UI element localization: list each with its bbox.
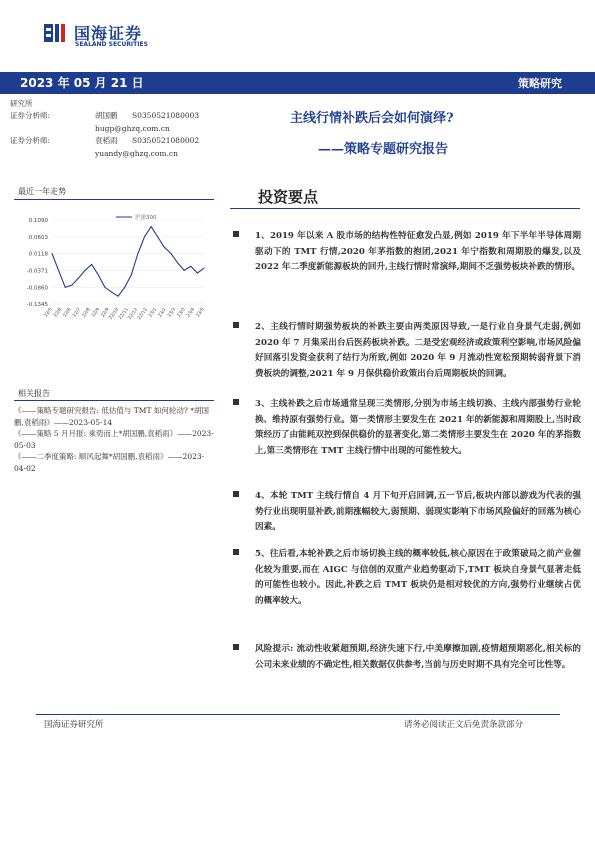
bullet-text: 5、往后看,本轮补跌之后市场切换主线的概率较低,核心原因在于政策破局之前产业催化较为重要,而在 AIGC 与信创的双重产业趋势驱动下,TMT 板块自身景气显著走低的可能性也较小。因此,补跌之后 TMT 板块仍是相对较优的方向,强势行业继续占优的概率较大。 xyxy=(255,549,581,606)
bullet-square-icon xyxy=(233,322,239,328)
footer-org: 国海证券研究所 xyxy=(44,720,104,730)
invest-bullet xyxy=(233,397,581,459)
related-item[interactable]: 《——策略 5 月月报: 乘势而上*胡国鹏,袁稻雨》——2023-05-03 xyxy=(14,429,214,450)
series-point xyxy=(58,270,59,271)
footer-rule xyxy=(36,714,560,715)
x-tick-label: 23/3 xyxy=(176,307,187,319)
bullet-square-icon xyxy=(233,231,239,237)
y-tick-label: 0.0118 xyxy=(28,251,48,258)
series-point xyxy=(171,253,172,254)
sealand-logo-icon xyxy=(44,22,66,44)
invest-rule xyxy=(230,208,580,209)
analyst-name: 胡国鹏 xyxy=(95,111,118,120)
analyst-license: S0350521080003 xyxy=(132,111,200,120)
bullet-text: 3、主线补跌之后市场通常呈现三类情形,分别为市场主线切换、主线内部强势行业轮换、维持原有强势行业。第一类情形主要发生在 2021 年的新能源和周期股上,当时政策经历了由能耗双控到保供稳价的显著变化,第二类情形主要发生在 2020 年的茅指数上,第三类情形在 TMT 主线行情中出现的可能性较大。 xyxy=(255,399,581,456)
series-point xyxy=(204,268,205,269)
y-tick-label: -0.0860 xyxy=(26,285,48,292)
analyst-license: S0350521080002 xyxy=(132,136,200,145)
series-point xyxy=(85,270,86,271)
x-tick-label: 22/10 xyxy=(108,307,121,321)
invest-bullet xyxy=(233,642,581,673)
related-item[interactable]: 《——策略专题研究报告: 低估值与 TMT 如何轮动? *胡国鹏,袁稻雨》——2023-05-14 xyxy=(14,406,210,427)
y-tick-label: -0.1345 xyxy=(26,302,48,308)
x-tick-label: 23/4 xyxy=(186,307,197,319)
bullet-text: 4、本轮 TMT 主线行情自 4 月下旬开启回调,五一节后,板块内部以游戏为代表的强势行业出现明显补跌,前期涨幅较大,弱预期、弱现实影响下市场风险偏好的回落为核心因素。 xyxy=(255,491,581,532)
y-tick-label: -0.0371 xyxy=(26,268,48,275)
report-title: 主线行情补跌后会如何演绎? xyxy=(290,111,454,126)
bullet-square-icon xyxy=(233,399,239,405)
bullet-square-icon xyxy=(233,491,239,497)
series-point xyxy=(190,266,191,267)
series-point xyxy=(124,287,125,288)
invest-bullet xyxy=(233,489,581,536)
x-tick-label: 22/6 xyxy=(62,307,73,319)
series-point xyxy=(52,253,53,254)
series-point xyxy=(177,262,178,263)
x-tick-label: 22/6 xyxy=(53,307,64,319)
x-tick-label: 23/5 xyxy=(195,307,206,319)
invest-bullet xyxy=(233,547,581,609)
series-point xyxy=(78,278,79,279)
x-tick-label: 23/1 xyxy=(148,307,159,319)
invest-bullet xyxy=(233,229,581,276)
series-point xyxy=(164,247,165,248)
bullet-text: 2、主线行情时期强势板块的补跌主要由两类原因导致,一是行业自身景气走弱,例如 2020 年 7 月集采出台后医药板块补跌。二是受宏观经济或政策利空影响,市场风险偏好回落引发资金获利了结行为所致,例如 2020 年 9 月流动性宽松预期转弱背景下消费板块的调整,2021 年 9 月保供稳价政策出台后周期板块的回调。 xyxy=(255,322,581,379)
invest-bullet xyxy=(233,320,581,382)
dept-label: 研究所 xyxy=(10,99,33,108)
analyst-email[interactable]: yuandy@ghzq.com.cn xyxy=(95,149,178,158)
y-tick-label: 0.1090 xyxy=(28,218,48,224)
y-tick-label: 0.0603 xyxy=(28,234,48,241)
trend-chart xyxy=(14,208,214,323)
series-point xyxy=(98,274,99,275)
series-point xyxy=(118,296,119,297)
analyst-email[interactable]: hugp@ghzq.com.cn xyxy=(95,124,170,133)
trend-rule xyxy=(14,199,214,200)
analyst-role: 证券分析师: xyxy=(10,136,51,145)
series-point xyxy=(91,264,92,265)
x-tick-label: 23/2 xyxy=(157,307,168,319)
logo-text-cn: 国海证券 xyxy=(74,24,143,43)
series-point xyxy=(144,236,145,237)
report-date: 2023 年 05 月 21 日 xyxy=(20,76,144,90)
bullet-square-icon xyxy=(233,549,239,555)
bullet-text: 1、2019 年以来 A 股市场的结构性特征愈发凸显,例如 2019 年下半年半导体周期驱动下的 TMT 行情,2020 年茅指数的抱团,2021 年宁指数和周期股的爆发,以及 2022 年二季度新能源板块的回升,主线行情时常演绎,期间不乏强势板块补跌的情形。 xyxy=(255,231,581,272)
series-point xyxy=(157,236,158,237)
series-point xyxy=(104,287,105,288)
legend-label: 沪深300 xyxy=(135,215,157,221)
series-point xyxy=(71,285,72,286)
related-item[interactable]: 《——二季度策略: 顺风起舞*胡国鹏,袁稻雨》——2023-04-02 xyxy=(14,452,205,473)
footer-disclaimer: 请务必阅读正文后免责条款部分 xyxy=(404,720,524,730)
logo-text-en: SEALAND SECURITIES xyxy=(75,41,148,48)
analyst-role: 证券分析师: xyxy=(10,111,51,120)
series-point xyxy=(111,292,112,293)
related-heading: 相关报告 xyxy=(18,389,50,398)
related-rule xyxy=(14,400,214,401)
series-point xyxy=(197,273,198,274)
x-tick-label: 22/9 xyxy=(100,307,111,319)
series-point xyxy=(151,226,152,227)
analyst-name: 袁稻雨 xyxy=(95,136,118,145)
x-tick-label: 22/11 xyxy=(118,307,130,321)
report-type: 策略研究 xyxy=(518,77,562,90)
series-point xyxy=(137,253,138,254)
series-point xyxy=(131,274,132,275)
bullet-square-icon xyxy=(233,644,239,650)
report-subtitle: ——策略专题研究报告 xyxy=(318,142,449,157)
related-list xyxy=(14,405,214,474)
x-tick-label: 22/12 xyxy=(137,307,149,321)
x-tick-label: 22/9 xyxy=(91,307,102,319)
series-point xyxy=(65,287,66,288)
x-tick-label: 23/3 xyxy=(167,307,178,319)
bullet-text: 风险提示: 流动性收紧超预期,经济失速下行,中美摩擦加剧,疫情超预期恶化,相关标的公司未来业绩的不确定性,相关数据仅供参考,当前与历史时期不具有完全可比性等。 xyxy=(255,644,581,670)
x-tick-label: 22/5 xyxy=(43,307,54,319)
trend-heading: 最近一年走势 xyxy=(18,187,66,196)
x-tick-label: 22/7 xyxy=(72,307,83,319)
series-point xyxy=(184,270,185,271)
x-tick-label: 22/8 xyxy=(81,307,92,319)
x-tick-label: 22/12 xyxy=(127,307,140,321)
invest-heading: 投资要点 xyxy=(258,188,319,206)
